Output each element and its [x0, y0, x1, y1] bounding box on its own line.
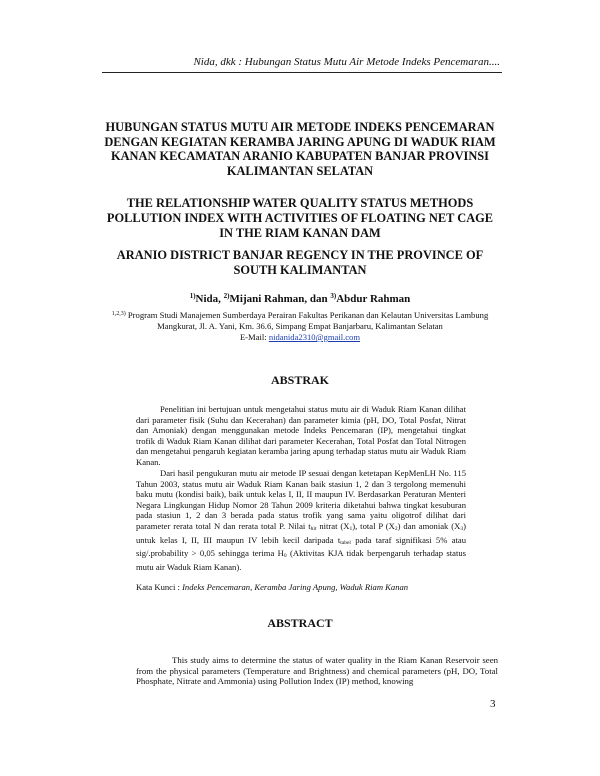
page-number: 3 — [490, 698, 496, 710]
abstrak-p2-text-3: ), total P (X — [352, 520, 395, 531]
subscript-x3: 3 — [460, 525, 464, 532]
keywords-line — [136, 582, 466, 593]
abstrak-p2-text-5: ) untuk kelas I, II, III maupun IV lebih kecil daripada t — [136, 520, 466, 545]
abstrak-p2-text-2: nitrat (X — [316, 520, 350, 531]
abstract-paragraph-1: This study aims to determine the status of water quality in the Riam Kanan Reservoir seen from the physical parameters (Temperature and Brightness) and chemical parameters (pH, DO, Total Phosphate, Nitrate and Ammonia) using Pollution Index (IP) method, knowing — [136, 655, 498, 687]
affiliation-text: Program Studi Manajemen Sumberdaya Perairan Fakultas Perikanan dan Kelautan Universitas Lambung Mangkurat, Jl. A. Yani, Km. 36.6, Simpang Empat Banjarbaru, Kalimantan Selatan — [125, 310, 489, 331]
title-english-2: ARANIO DISTRICT BANJAR REGENCY IN THE PROVINCE OF SOUTH KALIMANTAN — [116, 248, 484, 277]
affiliation — [100, 309, 500, 343]
title-english-1: THE RELATIONSHIP WATER QUALITY STATUS METHODS POLLUTION INDEX WITH ACTIVITIES OF FLOATING NET CAGE IN THE RIAM KANAN DAM — [106, 196, 494, 240]
abstrak-p2-text-7: (Aktivitas KJA tidak berpengaruh terhadap status mutu air Waduk Riam Kanan). — [136, 548, 466, 572]
author-3-mark: 3) — [330, 292, 337, 300]
subscript-h0: 0 — [283, 553, 287, 560]
author-3: Abdur Rahman — [336, 293, 411, 305]
abstrak-p2-text-1: Dari hasil pengukuran mutu air metode IP sesuai dengan ketetapan KepMenLH No. 115 Tahun 2003, status mutu air Waduk Riam Kanan baik stasiun 1, 2 dan 3 tergolong memenuhi baku mutu (kondisi baik), baik untuk kelas I, II, II maupun IV. Berdasarkan Peraturan Menteri Negara Lingkungan Hidup Nomor 28 Tahun 2009 kriteria diketahui bahwa tingkat kesuburan pada stasiun 1, 2 dan 3 berada pada status trofik yang sama yaitu oligotrof dilihat dari parameter rerata total N dan rerata total P. Nilai t — [136, 468, 466, 531]
subscript-hit: hit — [310, 525, 317, 532]
subscript-x1: 1 — [349, 525, 353, 532]
abstract-heading: ABSTRACT — [267, 616, 333, 630]
author-2-mark: 2) — [223, 292, 230, 300]
abstrak-paragraph-2 — [136, 468, 466, 572]
author-2: Mijani Rahman, dan — [229, 293, 331, 305]
title-indonesian: HUBUNGAN STATUS MUTU AIR METODE INDEKS PENCEMARAN DENGAN KEGIATAN KERAMBA JARING APUNG DI WADUK RIAM KANAN KECAMATAN ARANIO KABUPATEN BANJAR PROVINSI KALIMANTAN SELATAN — [104, 120, 496, 178]
author-list — [100, 292, 500, 305]
affiliation-mark: 1,2,3) — [111, 311, 126, 317]
abstrak-p2-text-6: pada taraf signifikasi 5% atau sig/.probability > 0,05 sehingga terima H — [136, 534, 467, 559]
author-1-mark: 1) — [189, 292, 196, 300]
author-1: Nida, — [195, 293, 224, 305]
email-label: E-Mail: — [239, 332, 269, 342]
abstrak-paragraph-1: Penelitian ini bertujuan untuk mengetahui status mutu air di Waduk Riam Kanan dilihat dari parameter fisik (Suhu dan Kecerahan) dan parameter kimia (pH, DO, Total Posfat, Nitrat dan Amoniak) dengan menggunakan metode Indeks Pencemaran (IP), mengetahui tingkat trofik di Waduk Riam Kanan dilihat dari parameter Kecerahan, Total Posfat dan Total Nitrogen dan mengetahui pengaruh kegiatan keramba jaring apung terhadap status mutu air Waduk Riam Kanan. — [136, 404, 466, 467]
abstrak-heading: ABSTRAK — [270, 373, 329, 387]
subscript-x2: 2 — [394, 525, 398, 532]
running-head: Nida, dkk : Hubungan Status Mutu Air Metode Indeks Pencemaran.... — [193, 56, 500, 68]
keywords-text: Indeks Pencemaran, Keramba Jaring Apung, Waduk Riam Kanan — [182, 582, 409, 592]
keywords-label: Kata Kunci : — [136, 582, 183, 592]
email-link[interactable]: nidanida2310@gmail.com — [268, 332, 361, 342]
subscript-tabel: tabel — [340, 539, 351, 546]
abstrak-p2-text-4: ) dan amoniak (X — [397, 520, 461, 531]
header-rule — [102, 72, 502, 73]
